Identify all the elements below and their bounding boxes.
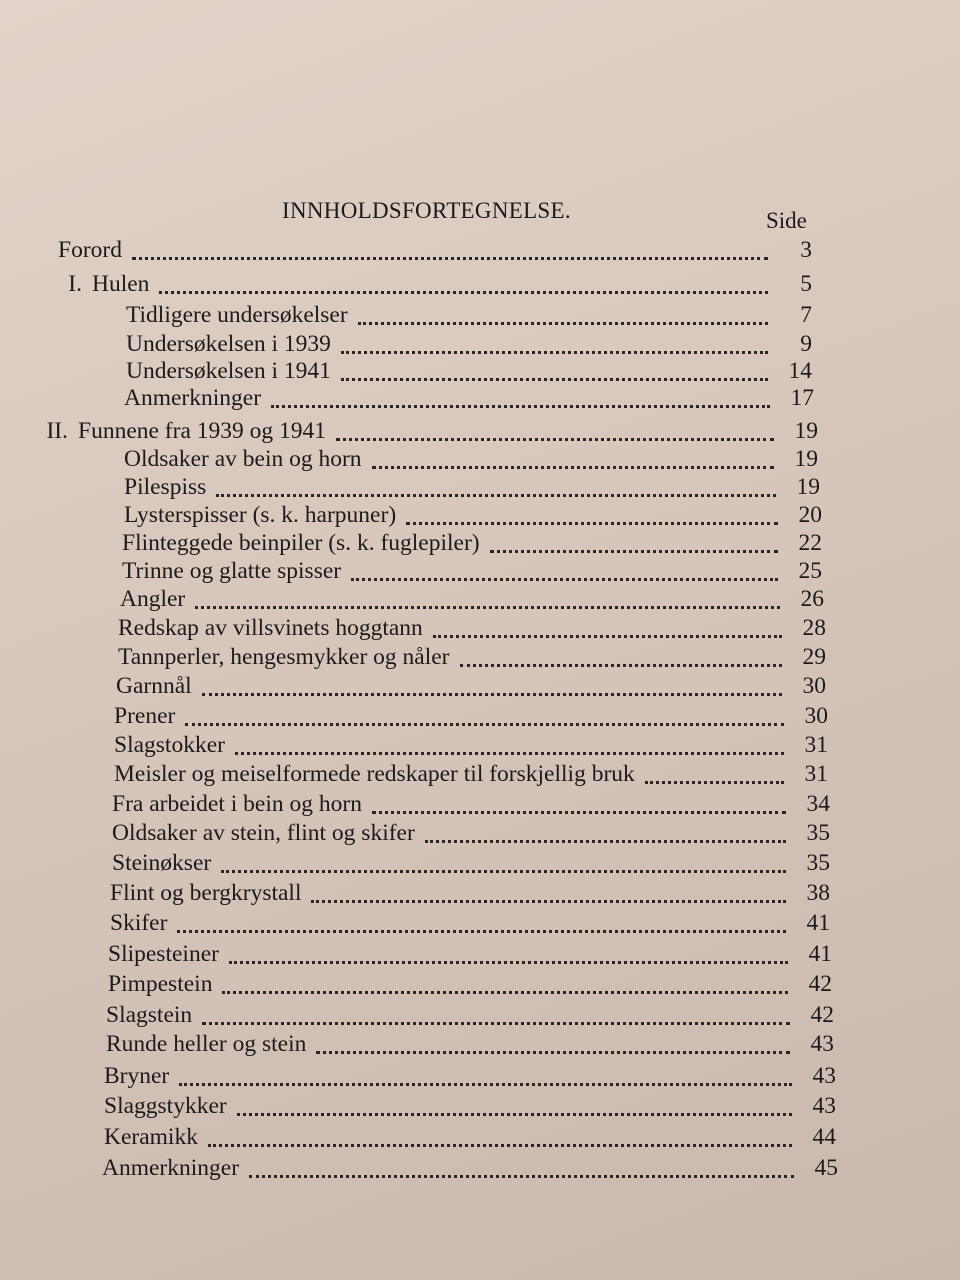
entry-title: Lysterspisser (s. k. harpuner): [124, 502, 397, 528]
dot-leader: [185, 723, 784, 726]
dot-leader: [271, 405, 770, 408]
toc-entry: [112, 819, 830, 847]
page-number: 35: [806, 820, 830, 846]
dot-leader: [216, 494, 776, 497]
page-number: 42: [808, 971, 832, 997]
entry-title: Funnene fra 1939 og 1941: [78, 418, 327, 444]
entry-title: Pimpestein: [108, 971, 213, 997]
dot-leader: [221, 870, 786, 873]
dot-leader: [229, 961, 788, 964]
section-number: II.: [46, 418, 68, 444]
dot-leader: [195, 606, 780, 609]
entry-title: Redskap av villsvinets hoggtann: [118, 615, 423, 641]
page-number: 42: [810, 1002, 834, 1028]
toc-entry: [116, 672, 826, 700]
page-number: 30: [802, 673, 826, 699]
dot-leader: [237, 1113, 792, 1116]
entry-title: Skifer: [110, 910, 168, 936]
toc-entry: [114, 731, 828, 759]
page-number: 29: [802, 644, 826, 670]
toc-entry: [124, 501, 822, 529]
page-number: 19: [794, 418, 818, 444]
entry-title: Angler: [120, 586, 186, 612]
entry-title: Tannperler, hengesmykker og nåler: [118, 644, 450, 670]
toc-entry: [104, 1062, 836, 1090]
entry-title: Bryner: [104, 1063, 170, 1089]
entry-title: Anmerkninger: [102, 1155, 240, 1181]
toc-heading: INNHOLDSFORTEGNELSE.: [282, 198, 571, 223]
dot-leader: [179, 1083, 792, 1086]
page-number: 26: [800, 586, 824, 612]
toc-entry: [108, 940, 832, 968]
entry-title: Trinne og glatte spisser: [122, 558, 342, 584]
dot-leader: [235, 752, 784, 755]
toc-entry: [124, 384, 814, 412]
page-number: 17: [790, 385, 814, 411]
entry-title: Undersøkelsen i 1941: [126, 358, 331, 384]
page-column-label: Side: [766, 208, 807, 233]
entry-title: Slagstein: [106, 1002, 193, 1028]
page-number: 19: [796, 474, 820, 500]
page-number: 41: [806, 910, 830, 936]
toc-entry: [104, 1123, 836, 1151]
entry-title: Slagstokker: [114, 732, 225, 758]
page-number: 3: [800, 237, 812, 263]
page-number: 14: [788, 358, 812, 384]
entry-title: Oldsaker av stein, flint og skifer: [112, 820, 415, 846]
page-number: 44: [812, 1124, 836, 1150]
page-number: 31: [804, 732, 828, 758]
toc-entry: [114, 702, 828, 730]
section-number: I.: [68, 271, 82, 297]
entry-title: Meisler og meiselformede redskaper til forskjellig bruk: [114, 761, 635, 787]
entry-title: Flint og bergkrystall: [110, 880, 302, 906]
entry-title: Fra arbeidet i bein og horn: [112, 791, 362, 817]
toc-entry: [118, 614, 826, 642]
dot-leader: [177, 930, 786, 933]
page-number: 20: [798, 502, 822, 528]
toc-entry: [126, 330, 812, 358]
toc-entry: [120, 585, 824, 613]
page-number: 45: [814, 1155, 838, 1181]
page-number: 31: [804, 761, 828, 787]
entry-title: Forord: [58, 237, 122, 263]
entry-title: Undersøkelsen i 1939: [126, 331, 331, 357]
dot-leader: [222, 991, 788, 994]
entry-title: Pilespiss: [124, 474, 207, 500]
page-number: 41: [808, 941, 832, 967]
toc-entry: [48, 270, 812, 298]
page-number: 7: [800, 302, 812, 328]
dot-leader: [490, 550, 778, 553]
page-number: 34: [806, 791, 830, 817]
toc-entry: [126, 357, 812, 385]
entry-title: Tidligere undersøkelser: [126, 302, 348, 328]
dot-leader: [316, 1051, 790, 1054]
toc-entry: [34, 417, 818, 445]
entry-title: Slipesteiner: [108, 941, 219, 967]
dot-leader: [406, 522, 778, 525]
dot-leader: [372, 466, 774, 469]
dot-leader: [372, 811, 786, 814]
toc-entry: [102, 1154, 838, 1182]
page-number: 43: [812, 1093, 836, 1119]
dot-leader: [425, 840, 786, 843]
entry-title: Garnnål: [116, 673, 192, 699]
toc-entry: [112, 849, 830, 877]
entry-title: Keramikk: [104, 1124, 198, 1150]
dot-leader: [159, 291, 768, 294]
toc-entry: [124, 473, 820, 501]
dot-leader: [249, 1175, 794, 1178]
toc-entry: [110, 879, 830, 907]
dot-leader: [208, 1144, 792, 1147]
page-number: 38: [806, 880, 830, 906]
entry-title: Slaggstykker: [104, 1093, 227, 1119]
toc-entry: [118, 643, 826, 671]
page-number: 22: [798, 530, 822, 556]
toc-entry: [122, 557, 822, 585]
page-number: 9: [800, 331, 812, 357]
dot-leader: [336, 438, 774, 441]
toc-entry: [122, 529, 822, 557]
page-number: 30: [804, 703, 828, 729]
dot-leader: [341, 351, 768, 354]
dot-leader: [311, 900, 786, 903]
dot-leader: [202, 693, 782, 696]
entry-title: Anmerkninger: [124, 385, 262, 411]
toc-entry: [58, 236, 812, 264]
page-number: 28: [802, 615, 826, 641]
page-number: 43: [810, 1031, 834, 1057]
toc-entry: [124, 445, 818, 473]
toc-entry: [106, 1001, 834, 1029]
dot-leader: [351, 578, 778, 581]
toc-entry: [112, 790, 830, 818]
entry-title: Runde heller og stein: [106, 1031, 307, 1057]
dot-leader: [460, 664, 782, 667]
toc-entry: [110, 909, 830, 937]
entry-title: Hulen: [92, 271, 150, 297]
toc-entry: [114, 760, 828, 788]
dot-leader: [202, 1022, 790, 1025]
dot-leader: [433, 635, 782, 638]
page-number: 43: [812, 1063, 836, 1089]
toc-entry: [104, 1092, 836, 1120]
dot-leader: [341, 378, 768, 381]
toc-entry: [108, 970, 832, 998]
dot-leader: [358, 322, 768, 325]
page-number: 19: [794, 446, 818, 472]
page-number: 35: [806, 850, 830, 876]
entry-title: Oldsaker av bein og horn: [124, 446, 362, 472]
dot-leader: [645, 781, 784, 784]
toc-entry: [106, 1030, 834, 1058]
entry-title: Prener: [114, 703, 176, 729]
dot-leader: [132, 257, 768, 260]
toc-entry: [126, 301, 812, 329]
page-number: 25: [798, 558, 822, 584]
entry-title: Flinteggede beinpiler (s. k. fuglepiler): [122, 530, 480, 556]
entry-title: Steinøkser: [112, 850, 212, 876]
page-number: 5: [800, 271, 812, 297]
